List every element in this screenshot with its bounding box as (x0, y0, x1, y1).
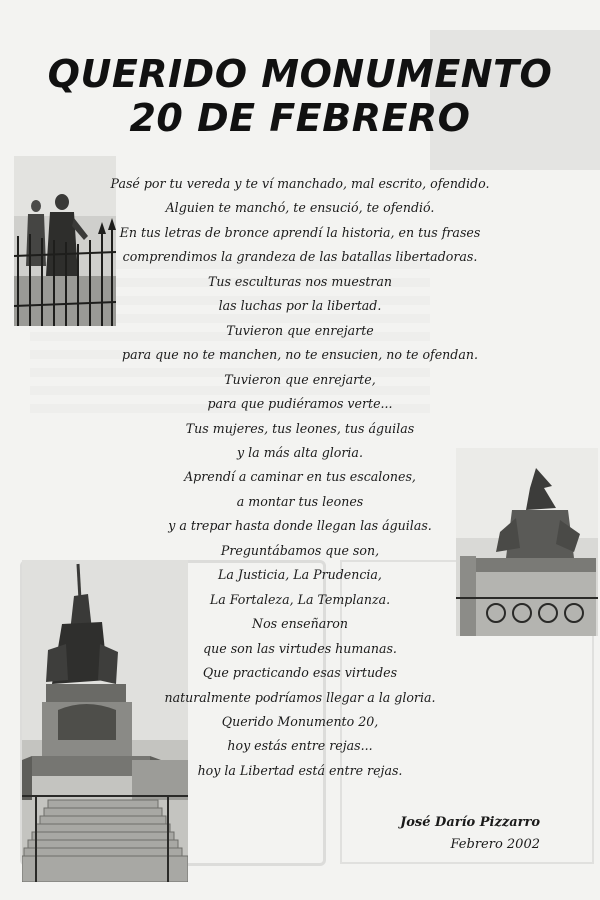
poem-line: Querido Monumento 20, (221, 713, 379, 729)
poem-line: y la más alta gloria. (237, 444, 363, 460)
author-name: José Darío Pizzarro (400, 815, 540, 830)
poem-line: las luchas por la libertad. (218, 298, 382, 314)
poem-line: hoy estás entre rejas... (227, 738, 373, 754)
poem-body (110, 172, 490, 783)
poem-line: Tuvieron que enrejarte (226, 322, 374, 338)
poem-line: En tus letras de bronce aprendí la historia, en tus frases (119, 224, 481, 240)
poem-line: La Justicia, La Prudencia, (218, 567, 382, 583)
signature-date: Febrero 2002 (450, 837, 540, 852)
poem-line: Aprendí a caminar en tus escalones, (184, 469, 416, 485)
poem-line: para que pudiéramos verte... (207, 396, 393, 412)
monument-fence-photo (14, 156, 116, 326)
page-title (0, 52, 600, 140)
poem-line: hoy la Libertad está entre rejas. (197, 762, 403, 778)
poem-line: Preguntábamos que son, (220, 542, 380, 558)
poem-line: comprendimos la grandeza de las batallas libertadoras. (122, 249, 478, 265)
poem-line: Tus mujeres, tus leones, tus águilas (185, 420, 415, 436)
title-line-2: 20 DE FEBRERO (129, 96, 471, 140)
poem-line: que son las virtudes humanas. (203, 640, 397, 656)
poem-line: naturalmente podríamos llegar a la gloria. (164, 689, 436, 705)
signature-block (380, 812, 540, 856)
poem-line: y a trepar hasta donde llegan las águilas. (168, 518, 432, 534)
poem-line: Alguien te manchó, te ensució, te ofendió. (165, 200, 435, 216)
poem-line: para que no te manchen, no te ensucien, no te ofendan. (122, 347, 478, 363)
poem-line: Tuvieron que enrejarte, (224, 371, 376, 387)
poem-line: La Fortaleza, La Templanza. (209, 591, 391, 607)
poem-line: Nos enseñaron (252, 616, 348, 632)
poem-line: Que practicando esas virtudes (202, 665, 398, 681)
poem-line: Pasé por tu vereda y te ví manchado, mal escrito, ofendido. (110, 176, 490, 191)
title-line-1: QUERIDO MONUMENTO (47, 52, 553, 96)
poem-line: a montar tus leones (236, 493, 364, 509)
poem-line: Tus esculturas nos muestran (207, 273, 393, 289)
